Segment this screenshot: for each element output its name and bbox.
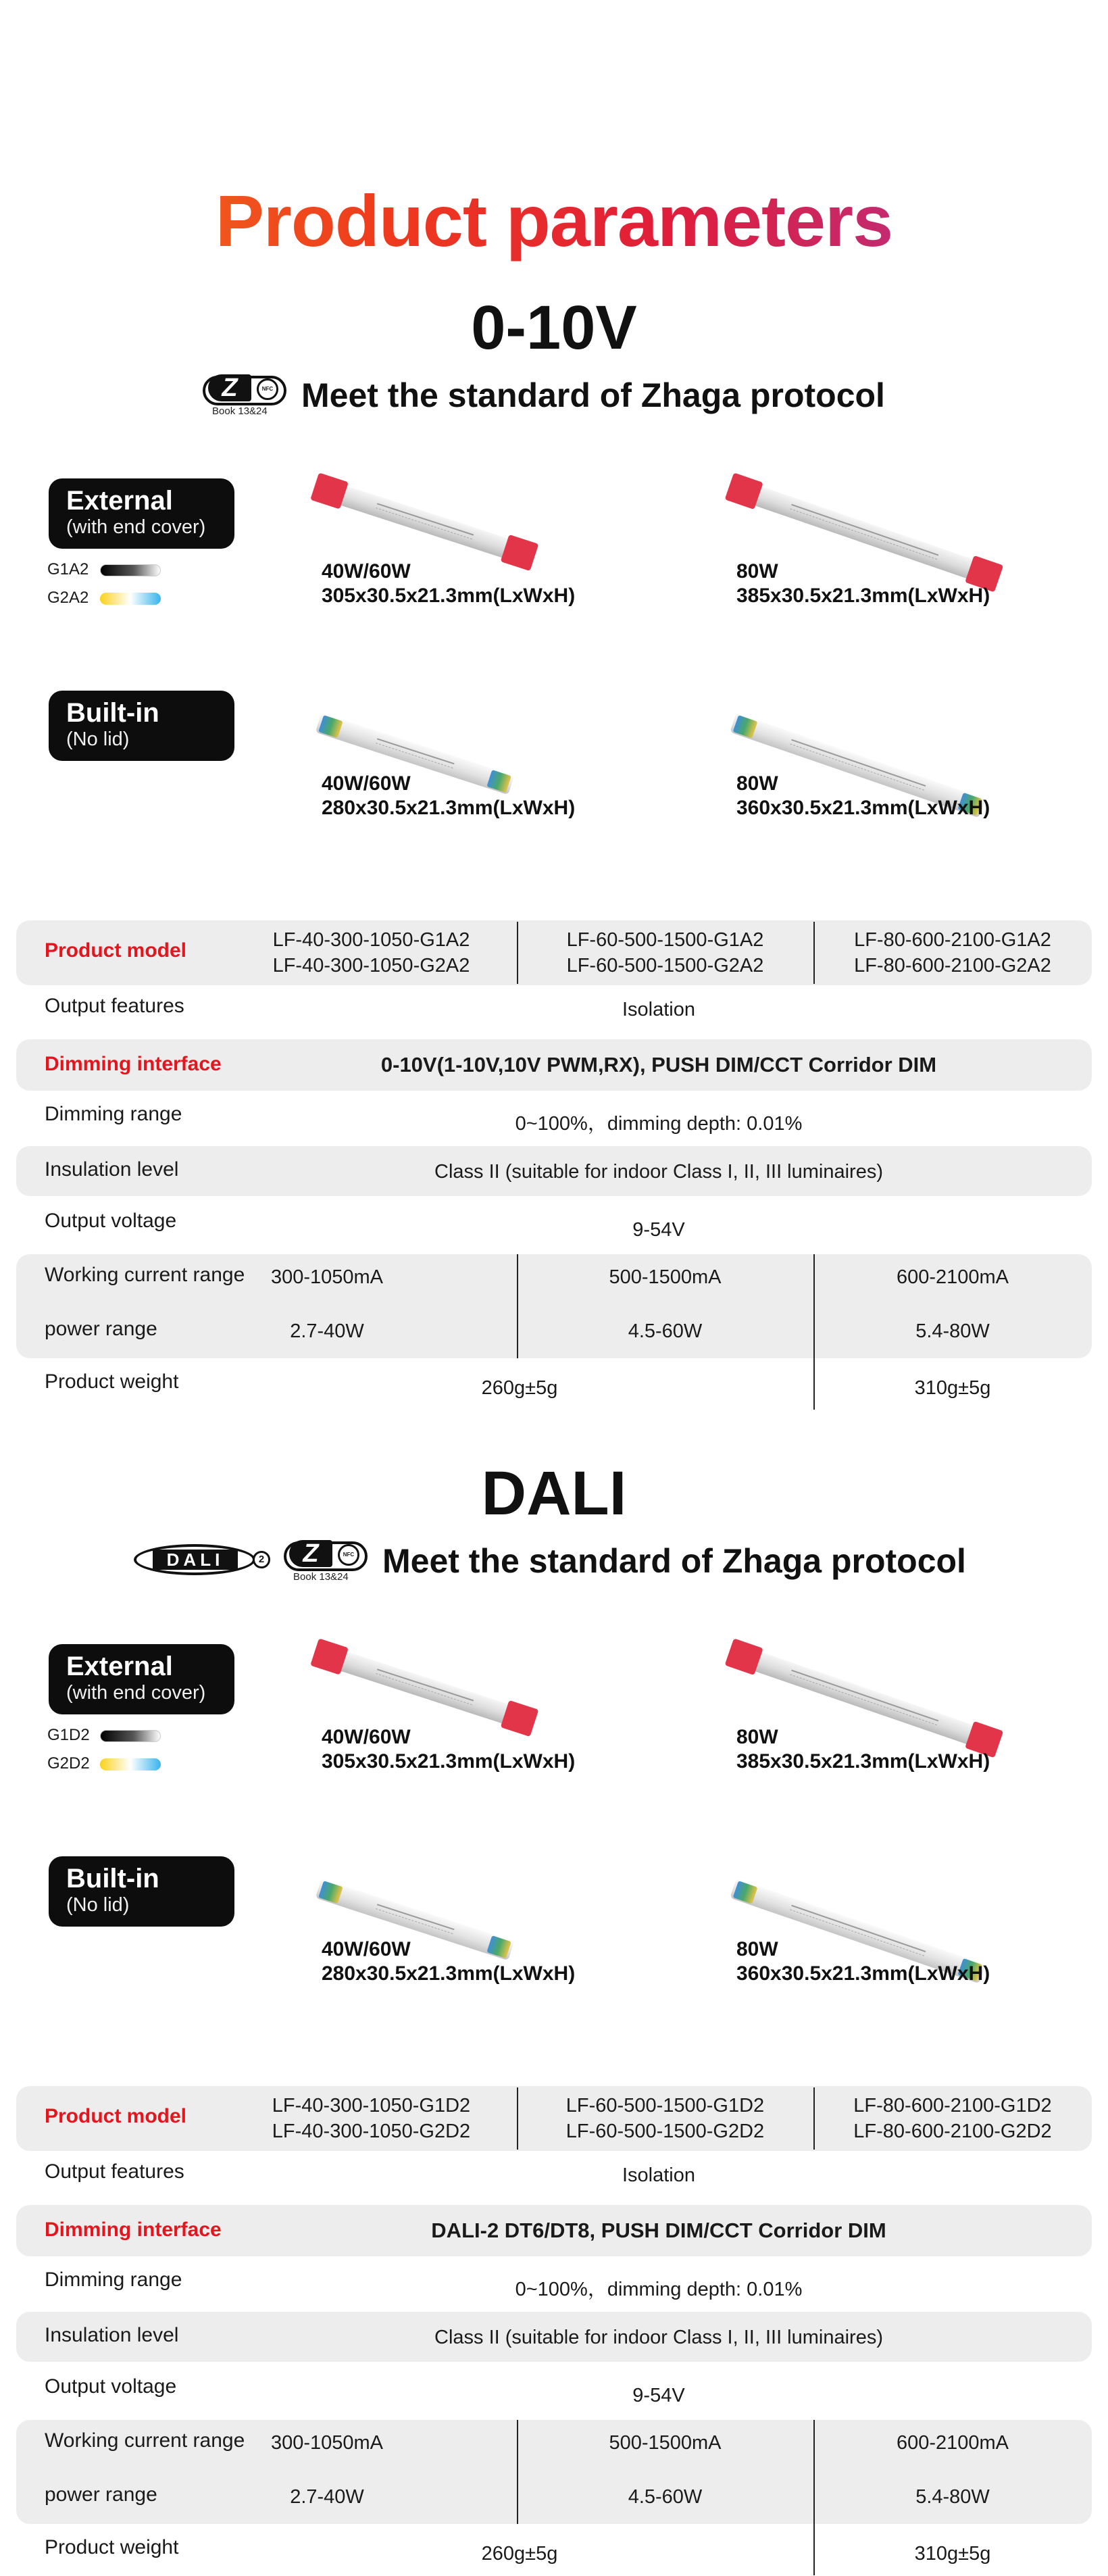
zhaga-logo-icon: Z NFC Book 13&24 — [284, 1541, 369, 1582]
model-cell: LF-60-500-1500-G1A2 LF-60-500-1500-G2A2 — [566, 929, 764, 976]
model-cell: LF-80-600-2100-G1D2 LF-80-600-2100-G2D2 — [853, 2095, 1052, 2142]
black-white-swatch-icon — [100, 1730, 161, 1742]
external-badge: External (with end cover) — [49, 478, 234, 549]
table-row: Working current range power range 300-1050mA 500-1500mA 600-2100mA 2.7-40W 4.5-60W 5.4-80W — [16, 2420, 1092, 2524]
section-title: DALI — [481, 1459, 627, 1528]
table-row: Output voltage 9-54V — [45, 1210, 685, 1241]
external-badge: External (with end cover) — [49, 1644, 234, 1714]
model-cell: LF-60-500-1500-G1D2 LF-60-500-1500-G2D2 — [565, 2095, 765, 2142]
builtin-badge: Built-in (No lid) — [49, 691, 234, 761]
table-row: Dimming interface DALI-2 DT6/DT8, PUSH DIM/CCT Corridor DIM — [16, 2205, 1092, 2256]
table-row: Insulation level Class II (suitable for indoor Class I, II, III luminaires) — [16, 1146, 1092, 1196]
table-row: Dimming range 0~100%，dimming depth: 0.01% — [45, 2269, 803, 2300]
zhaga-book-label: Book 13&24 — [293, 1571, 349, 1583]
yellow-blue-swatch-icon — [100, 1758, 161, 1770]
table-row: Insulation level Class II (suitable for indoor Class I, II, III luminaires) — [16, 2312, 1092, 2362]
product-power: 80W — [736, 772, 778, 795]
page-title: Product parameters — [0, 177, 1108, 265]
product-dimensions: 385x30.5x21.3mm(LxWxH) — [736, 1750, 990, 1773]
table-row: Output features Isolation — [45, 995, 695, 1020]
product-power: 40W/60W — [322, 1938, 411, 1960]
zhaga-standard-row — [0, 1537, 1108, 1585]
table-row: Product model LF-40-300-1050-G1D2 LF-40-300-1050-G2D2 LF-60-500-1500-G1D2 LF-60-500-1500-G2D2 LF-80-600-2100-G1D2 LF-80-600-2100-G2D2 — [16, 2086, 1092, 2151]
product-power: 80W — [736, 1938, 778, 1960]
product-dimensions: 360x30.5x21.3mm(LxWxH) — [736, 797, 990, 819]
section-dali: DALI DALI 2 Z NFC Book 13&24 Meet the standard of Zhaga protocol External (with end cover) G1D2 G2D2 Built-in (No lid) 40W/60W 305x30.5x21.3mm(LxWxH) 80W 385x30.5x21.3mm(LxWxH) 40W/60W 280x30.5x21.3mm(LxWxH) 80W 360x30.5x21.3mm(LxWxH) Product model LF-40-300-1050-G1D2 LF-40-300-1050-G2D2 LF-60-500-1500-G1D2 LF-60-500-1500-G2D2 LF-80-600-2100-G1D2 LF-80-600-2100-G2D2 Output features Isolation Dimming interface DALI-2 DT6/DT8, PUSH DIM/CCT Corridor DIM Dimming range 0~100%，dimming depth: 0.01% Insulation level Class II (suitable for indoor Class I, II, III luminaires) Output voltage 9-54V Working current range power range 300-1050mA 500-1500mA 600-2100mA 2.7-40W 4.5-60W 5.4-80W Product weight 260g±5g 310g±5g — [0, 1456, 1108, 2576]
table-row: Product weight 260g±5g 310g±5g — [16, 1358, 1092, 1419]
model-cell: LF-40-300-1050-G1D2 LF-40-300-1050-G2D2 — [272, 2095, 471, 2142]
zhaga-logo-icon: Z NFC Book 13&24 — [203, 376, 288, 416]
table-row: Product model LF-40-300-1050-G1A2 LF-40-300-1050-G2A2 LF-60-500-1500-G1A2 LF-60-500-1500-G2A2 LF-80-600-2100-G1A2 LF-80-600-2100-G2A2 — [16, 920, 1092, 985]
dali2-logo-icon: DALI 2 — [134, 1544, 269, 1577]
table-row: Output voltage 9-54V — [45, 2375, 685, 2406]
zhaga-standard-row — [0, 372, 1108, 419]
zhaga-standard-text: Meet the standard of Zhaga protocol — [382, 1542, 966, 1580]
table-row: Dimming range 0~100%，dimming depth: 0.01% — [45, 1103, 803, 1135]
table-row: Output features Isolation — [45, 2160, 695, 2186]
zhaga-book-label: Book 13&24 — [212, 405, 268, 417]
product-dimensions: 385x30.5x21.3mm(LxWxH) — [736, 585, 990, 607]
product-power: 40W/60W — [322, 1726, 411, 1748]
table-row: Dimming interface 0-10V(1-10V,10V PWM,RX), PUSH DIM/CCT Corridor DIM — [16, 1039, 1092, 1091]
model-cell: LF-40-300-1050-G1A2 LF-40-300-1050-G2A2 — [272, 929, 470, 976]
black-white-swatch-icon — [100, 564, 161, 576]
product-dimensions: 360x30.5x21.3mm(LxWxH) — [736, 1962, 990, 1985]
section-title: 0-10V — [471, 293, 637, 362]
product-power: 80W — [736, 1726, 778, 1748]
builtin-badge: Built-in (No lid) — [49, 1856, 234, 1927]
section-0-10v: 0-10V Z NFC Book 13&24 Meet the standard of Zhaga protocol External (with end cover) G1A2 G2A2 Built-in (No lid) 40W/60W 305x30.5x21.3mm(LxWxH) 80W 385x30.5x21.3mm(LxWxH) 40W/60W 280x30.5x21.3mm(LxWxH) 80W 360x30.5x21.3mm(LxWxH) Product model LF-40-300-1050-G1A2 LF-40-300-1050-G2A2 LF-60-500-1500-G1A2 LF-60-500-1500-G2A2 LF-80-600-2100-G1A2 LF-80-600-2100-G2A2 Output features Isolation Dimming interface 0-10V(1-10V,10V PWM,RX), PUSH DIM/CCT Corridor DIM Dimming range 0~100%，dimming depth: 0.01% Insulation level Class II (suitable for indoor Class I, II, III luminaires) Output voltage 9-54V Working current range power range 300-1050mA 500-1500mA 600-2100mA 2.7-40W 4.5-60W 5.4-80W Product weight 260g±5g 310g±5g — [0, 291, 1108, 1453]
product-power: 80W — [736, 560, 778, 583]
yellow-blue-swatch-icon — [100, 593, 161, 605]
model-cell: LF-80-600-2100-G1A2 LF-80-600-2100-G2A2 — [854, 929, 1051, 976]
product-dimensions: 280x30.5x21.3mm(LxWxH) — [322, 1962, 576, 1985]
product-dimensions: 280x30.5x21.3mm(LxWxH) — [322, 797, 576, 819]
product-dimensions: 305x30.5x21.3mm(LxWxH) — [322, 1750, 576, 1773]
product-power: 40W/60W — [322, 560, 411, 583]
product-dimensions: 305x30.5x21.3mm(LxWxH) — [322, 585, 576, 607]
table-row: Product weight 260g±5g 310g±5g — [16, 2524, 1092, 2576]
led-driver-image — [316, 478, 534, 566]
zhaga-standard-text: Meet the standard of Zhaga protocol — [301, 376, 885, 414]
table-row: Working current range power range 300-1050mA 500-1500mA 600-2100mA 2.7-40W 4.5-60W 5.4-80W — [16, 1254, 1092, 1358]
product-power: 40W/60W — [322, 772, 411, 795]
led-driver-image — [316, 1643, 534, 1732]
